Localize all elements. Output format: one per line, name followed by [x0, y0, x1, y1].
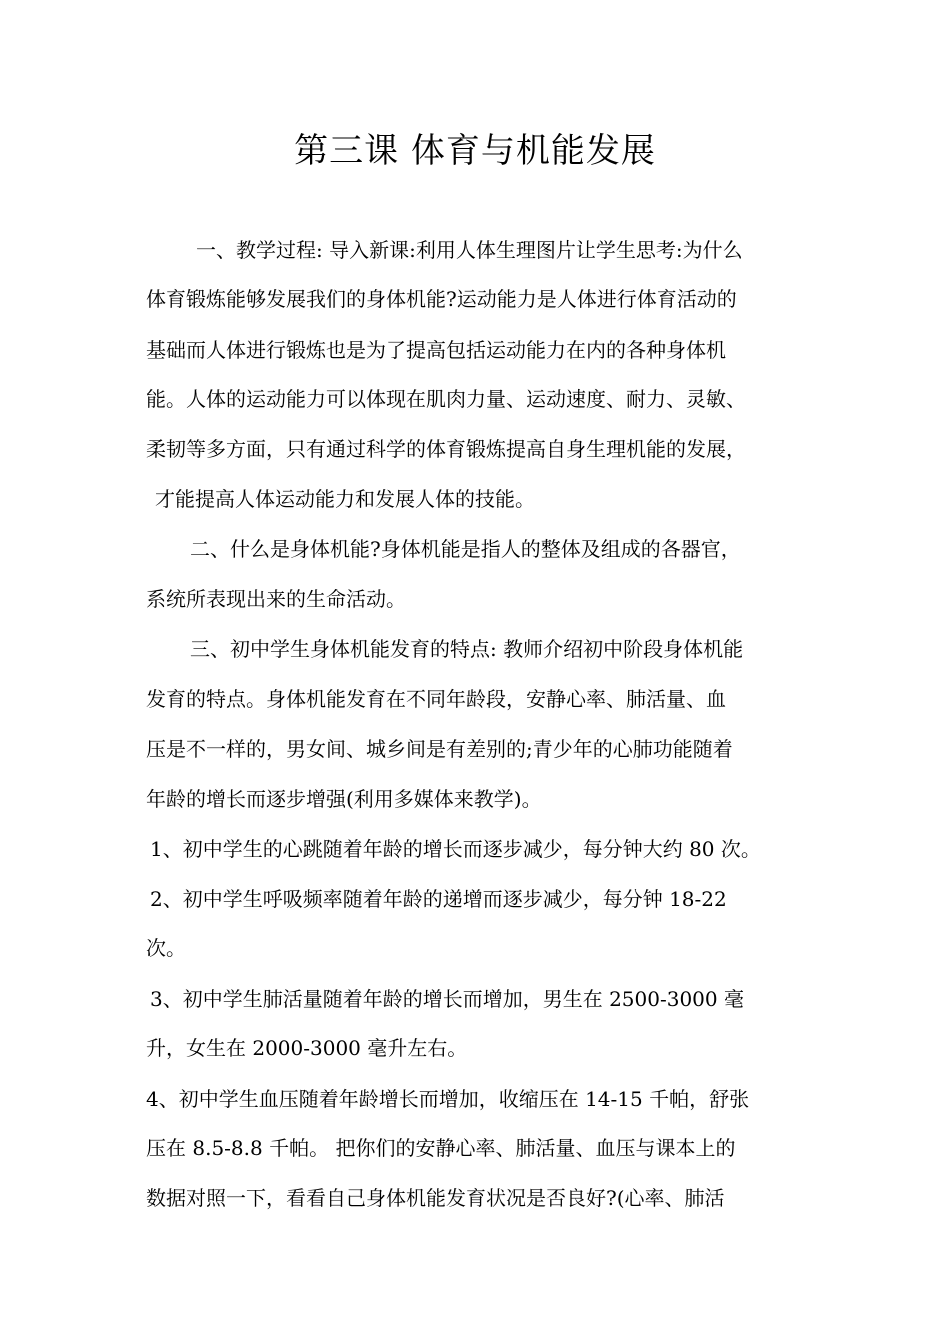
paragraph-line: 发育的特点。身体机能发育在不同年龄段，安静心率、肺活量、血 — [146, 687, 726, 711]
paragraph-line: 年龄的增长而逐步增强(利用多媒体来教学)。 — [146, 787, 542, 811]
list-item-line: 1、初中学生的心跳随着年龄的增长而逐步减少，每分钟大约 80 次。 — [150, 837, 761, 861]
list-item-line: 4、初中学生血压随着年龄增长而增加，收缩压在 14-15 千帕，舒张 — [146, 1087, 750, 1111]
paragraph-line: 三、初中学生身体机能发育的特点: 教师介绍初中阶段身体机能 — [190, 637, 744, 661]
list-item-line: 2、初中学生呼吸频率随着年龄的递增而逐步减少，每分钟 18-22 — [150, 887, 727, 911]
paragraph-line: 压是不一样的，男女间、城乡间是有差别的;青少年的心肺功能随着 — [146, 737, 733, 761]
paragraph-line: 才能提高人体运动能力和发展人体的技能。 — [155, 487, 535, 511]
paragraph-line: 柔韧等多方面，只有通过科学的体育锻炼提高自身生理机能的发展， — [146, 437, 746, 461]
document-title: 第三课 体育与机能发展 — [294, 131, 656, 171]
list-item-line: 数据对照一下，看看自己身体机能发育状况是否良好?(心率、肺活 — [146, 1186, 725, 1210]
list-item-line: 3、初中学生肺活量随着年龄的增长而增加，男生在 2500-3000 毫 — [150, 987, 744, 1011]
paragraph-line: 一、教学过程: 导入新课:利用人体生理图片让学生思考:为什么 — [196, 238, 743, 262]
list-item-line: 压在 8.5-8.8 千帕。 把你们的安静心率、肺活量、血压与课本上的 — [146, 1136, 736, 1160]
list-item-line: 升，女生在 2000-3000 毫升左右。 — [146, 1036, 468, 1060]
paragraph-line: 基础而人体进行锻炼也是为了提高包括运动能力在内的各种身体机 — [146, 338, 726, 362]
paragraph-line: 系统所表现出来的生命活动。 — [146, 587, 406, 611]
list-item-line: 次。 — [146, 936, 186, 960]
paragraph-line: 二、什么是身体机能?身体机能是指人的整体及组成的各器官， — [190, 537, 741, 561]
paragraph-line: 体育锻炼能够发展我们的身体机能?运动能力是人体进行体育活动的 — [146, 287, 737, 311]
paragraph-line: 能。人体的运动能力可以体现在肌肉力量、运动速度、耐力、灵敏、 — [146, 387, 746, 411]
